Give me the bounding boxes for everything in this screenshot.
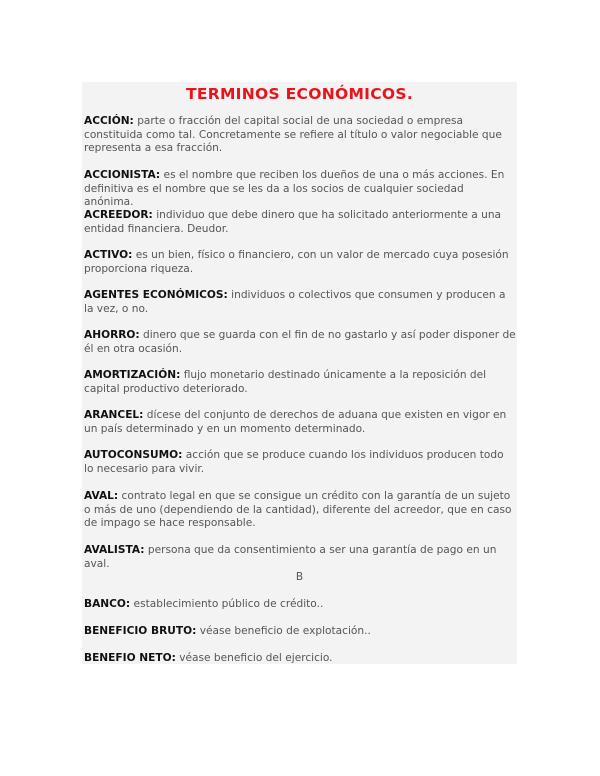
entry-definition: véase beneficio del ejercicio.	[179, 652, 333, 664]
section-letter-b: B	[295, 571, 304, 583]
entry-accion	[84, 115, 516, 156]
entry-definition: es el nombre que reciben los dueños de una o más acciones. En definitiva es el nombre que se les da a los socios de cualquier sociedad anónima.	[84, 169, 505, 208]
entry-term: BENEFIO NETO:	[84, 652, 176, 664]
entry-definition: individuo que debe dinero que ha solicitado anteriormente a una entidad financiera. Deudor.	[84, 209, 502, 235]
entry-activo	[84, 249, 516, 276]
entry-term: AVAL:	[84, 490, 119, 502]
entry-ahorro	[84, 329, 516, 356]
entry-definition: establecimiento público de crédito..	[133, 598, 324, 610]
entry-term: BANCO:	[84, 598, 131, 610]
entry-definition: dinero que se guarda con el fin de no gastarlo y así poder disponer de él en otra ocasión.	[84, 329, 516, 355]
entry-definition: contrato legal en que se consigue un crédito con la garantía de un sujeto o más de uno (dependiendo de la cantidad), diferente del acreedor, que en caso de impago se hace responsable.	[84, 490, 512, 529]
entry-term: AVALISTA:	[84, 544, 145, 556]
entry-banco	[84, 598, 516, 612]
entry-term: ACCIÓN:	[84, 115, 134, 127]
document-title: TERMINOS ECONÓMICOS.	[185, 85, 414, 103]
entry-aval	[84, 490, 516, 531]
entry-definition: flujo monetario destinado únicamente a la reposición del capital productivo deteriorado.	[84, 369, 487, 395]
entry-term: ACCIONISTA:	[84, 169, 161, 181]
entry-term: ACREEDOR:	[84, 209, 153, 221]
entry-definition: persona que da consentimiento a ser una garantía de pago en un aval.	[84, 544, 497, 570]
entry-beneficio-bruto	[84, 625, 516, 639]
entry-term: BENEFICIO BRUTO:	[84, 625, 197, 637]
entry-definition: véase beneficio de explotación..	[199, 625, 371, 637]
entry-accionista	[84, 169, 516, 210]
entry-term: AGENTES ECONÓMICOS:	[84, 289, 228, 301]
entry-definition: es un bien, físico o financiero, con un valor de mercado cuya posesión proporciona riqueza.	[84, 249, 509, 275]
entry-avalista	[84, 544, 516, 571]
entry-term: AUTOCONSUMO:	[84, 449, 183, 461]
entry-term: ARANCEL:	[84, 409, 144, 421]
entry-amortizacion	[84, 369, 516, 396]
entry-arancel	[84, 409, 516, 436]
entry-term: AHORRO:	[84, 329, 140, 341]
entry-term: ACTIVO:	[84, 249, 133, 261]
entry-beneficio-neto	[84, 652, 516, 666]
entry-term: AMORTIZACIÓN:	[84, 369, 181, 381]
entry-definition: acción que se produce cuando los individuos producen todo lo necesario para vivir.	[84, 449, 504, 475]
entry-agentes-economicos	[84, 289, 516, 316]
entry-definition: individuos o colectivos que consumen y producen a la vez, o no.	[84, 289, 506, 315]
entry-definition: parte o fracción del capital social de una sociedad o empresa constituida como tal. Concretamente se refiere al título o valor negociable que representa a esa fracción.	[84, 115, 502, 154]
entry-autoconsumo	[84, 449, 516, 476]
entry-acreedor	[84, 209, 516, 236]
entry-definition: dícese del conjunto de derechos de aduana que existen en vigor en un país determinado y en un momento determinado.	[84, 409, 507, 435]
